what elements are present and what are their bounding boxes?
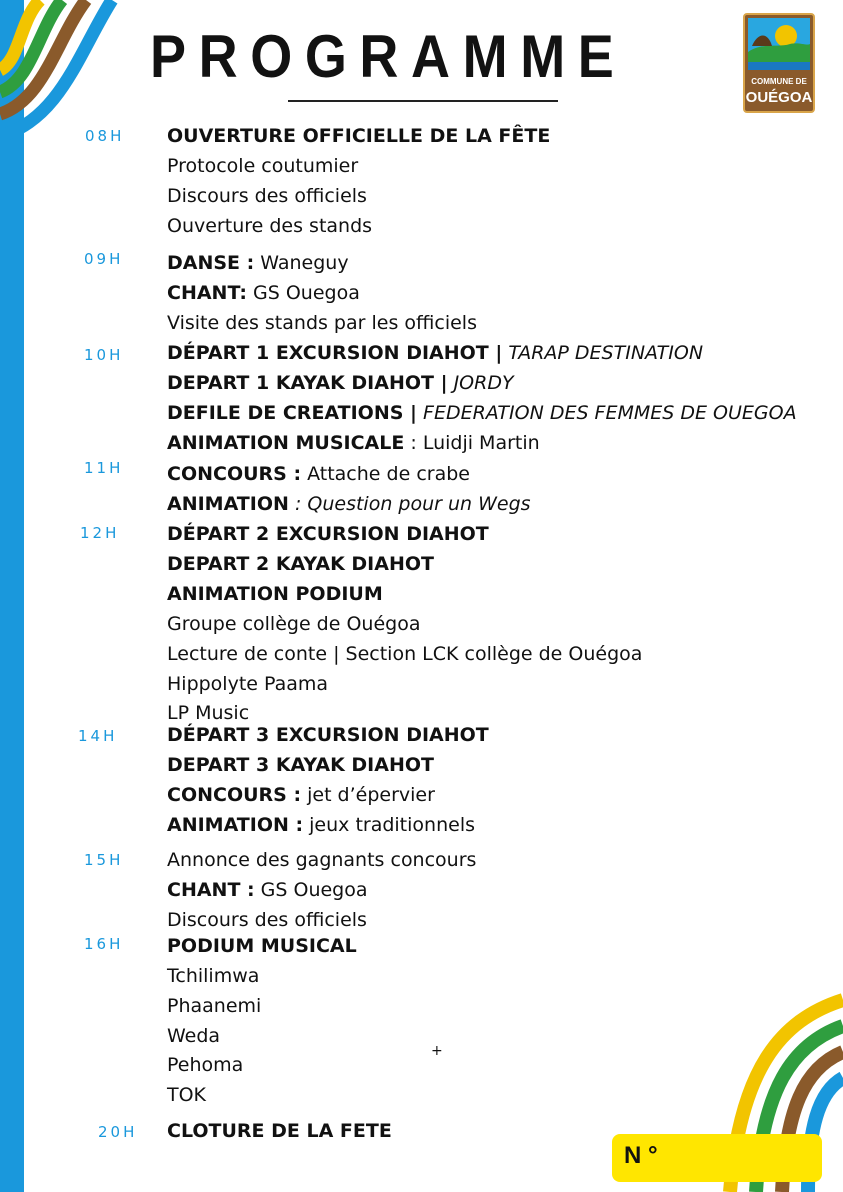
schedule-line: TOK — [167, 1084, 207, 1106]
schedule-line: Groupe collège de Ouégoa — [167, 613, 421, 635]
schedule-line: Hippolyte Paama — [167, 673, 329, 695]
time-label: 14H — [78, 727, 118, 745]
schedule-line: Pehoma — [167, 1054, 244, 1076]
schedule-line: DEFILE DE CREATIONS | FEDERATION DES FEMMES DE OUEGOA — [167, 402, 797, 424]
schedule-line: ANIMATION MUSICALE : Luidji Martin — [167, 432, 540, 454]
time-label: 08H — [85, 127, 125, 145]
schedule-line: OUVERTURE OFFICIELLE DE LA FÊTE — [167, 125, 551, 147]
time-label: 15H — [84, 851, 124, 869]
schedule-line: CHANT : GS Ouegoa — [167, 879, 368, 901]
logo-text-line1: COMMUNE DE — [751, 77, 807, 86]
schedule-line: PODIUM MUSICAL — [167, 935, 357, 957]
page-title: PROGRAMME — [150, 23, 627, 90]
schedule-line: DEPART 3 KAYAK DIAHOT — [167, 754, 434, 776]
number-label: N ° — [624, 1142, 658, 1169]
commune-logo — [742, 12, 816, 114]
schedule-line: DÉPART 2 EXCURSION DIAHOT — [167, 523, 489, 545]
schedule-line: Protocole coutumier — [167, 155, 359, 177]
logo-text-line2: OUÉGOA — [745, 89, 813, 106]
schedule-line: Weda — [167, 1025, 221, 1047]
schedule-line: DÉPART 1 EXCURSION DIAHOT | TARAP DESTINATION — [167, 342, 704, 364]
schedule-line: CONCOURS : jet d’épervier — [167, 784, 435, 806]
schedule-line: DÉPART 3 EXCURSION DIAHOT — [167, 724, 489, 746]
schedule-line: Phaanemi — [167, 995, 262, 1017]
schedule-line: LP Music — [167, 702, 250, 724]
time-label: 10H — [84, 346, 124, 364]
schedule-line: Ouverture des stands — [167, 215, 373, 237]
schedule-line: ANIMATION : jeux traditionnels — [167, 814, 475, 836]
schedule-line: DEPART 2 KAYAK DIAHOT — [167, 553, 434, 575]
schedule-line: Tchilimwa — [167, 965, 260, 987]
top-left-stripes-decoration — [0, 0, 170, 140]
schedule-line: ANIMATION : Question pour un Wegs — [167, 493, 531, 515]
schedule-line: Discours des officiels — [167, 185, 367, 207]
time-label: 11H — [84, 459, 124, 477]
time-label: 20H — [98, 1123, 138, 1141]
schedule-line: Lecture de conte | Section LCK collège de Ouégoa — [167, 643, 643, 665]
cursor-mark: + — [431, 1043, 443, 1059]
title-underline — [288, 100, 558, 102]
schedule-line: DANSE : Waneguy — [167, 252, 349, 274]
schedule-line: Visite des stands par les officiels — [167, 312, 477, 334]
schedule-line: Annonce des gagnants concours — [167, 849, 477, 871]
time-label: 12H — [80, 524, 120, 542]
number-box — [612, 1134, 822, 1182]
schedule-line: ANIMATION PODIUM — [167, 583, 383, 605]
schedule-line: CLOTURE DE LA FETE — [167, 1120, 392, 1142]
schedule-line: DEPART 1 KAYAK DIAHOT | JORDY — [167, 372, 514, 394]
time-label: 16H — [84, 935, 124, 953]
time-label: 09H — [84, 250, 124, 268]
schedule-line: Discours des officiels — [167, 909, 367, 931]
schedule-line: CONCOURS : Attache de crabe — [167, 463, 470, 485]
schedule-line: CHANT: GS Ouegoa — [167, 282, 360, 304]
left-blue-band — [0, 0, 24, 1192]
